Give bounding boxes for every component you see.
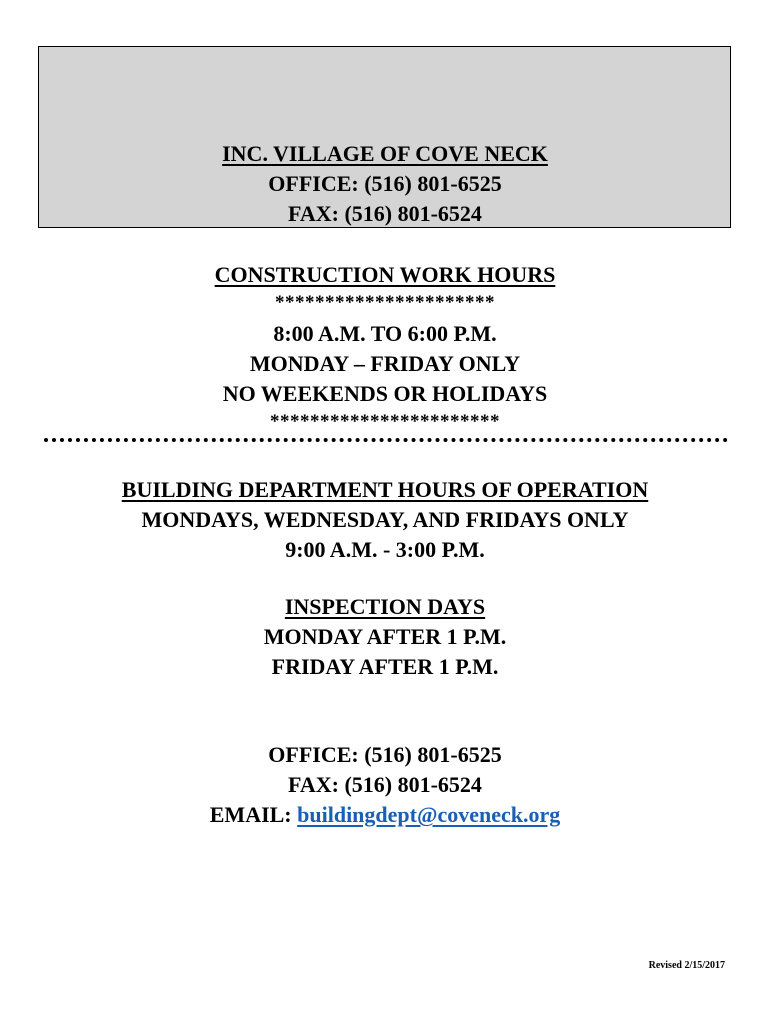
construction-restriction: NO WEEKENDS OR HOLIDAYS [222,381,548,406]
inspection-days-title: INSPECTION DAYS [284,594,486,619]
email-label: EMAIL: [209,802,298,827]
construction-days: MONDAY – FRIDAY ONLY [249,351,521,376]
header-fax: FAX: (516) 801-6524 [288,201,482,226]
contact-fax: FAX: (516) 801-6524 [288,772,482,797]
header-office-phone: OFFICE: (516) 801-6525 [268,171,502,196]
construction-hours: 8:00 A.M. TO 6:00 P.M. [273,321,497,346]
inspection-friday: FRIDAY AFTER 1 P.M. [271,654,499,679]
inspection-monday: MONDAY AFTER 1 P.M. [263,624,507,649]
revised-date: Revised 2/15/2017 [648,960,725,971]
stars-divider-bottom: *********************** [270,411,500,432]
construction-hours-title: CONSTRUCTION WORK HOURS [214,262,556,287]
stars-divider-top: ********************** [275,292,495,313]
contact-email-line [0,800,770,830]
building-dept-days: MONDAYS, WEDNESDAY, AND FRIDAYS ONLY [141,507,629,532]
village-name: INC. VILLAGE OF COVE NECK [222,141,548,166]
email-link[interactable]: buildingdept@coveneck.org [297,802,561,827]
dotted-separator [44,438,728,442]
contact-office-phone: OFFICE: (516) 801-6525 [268,742,502,767]
building-dept-hours: 9:00 A.M. - 3:00 P.M. [285,537,485,562]
building-dept-title: BUILDING DEPARTMENT HOURS OF OPERATION [121,477,649,502]
